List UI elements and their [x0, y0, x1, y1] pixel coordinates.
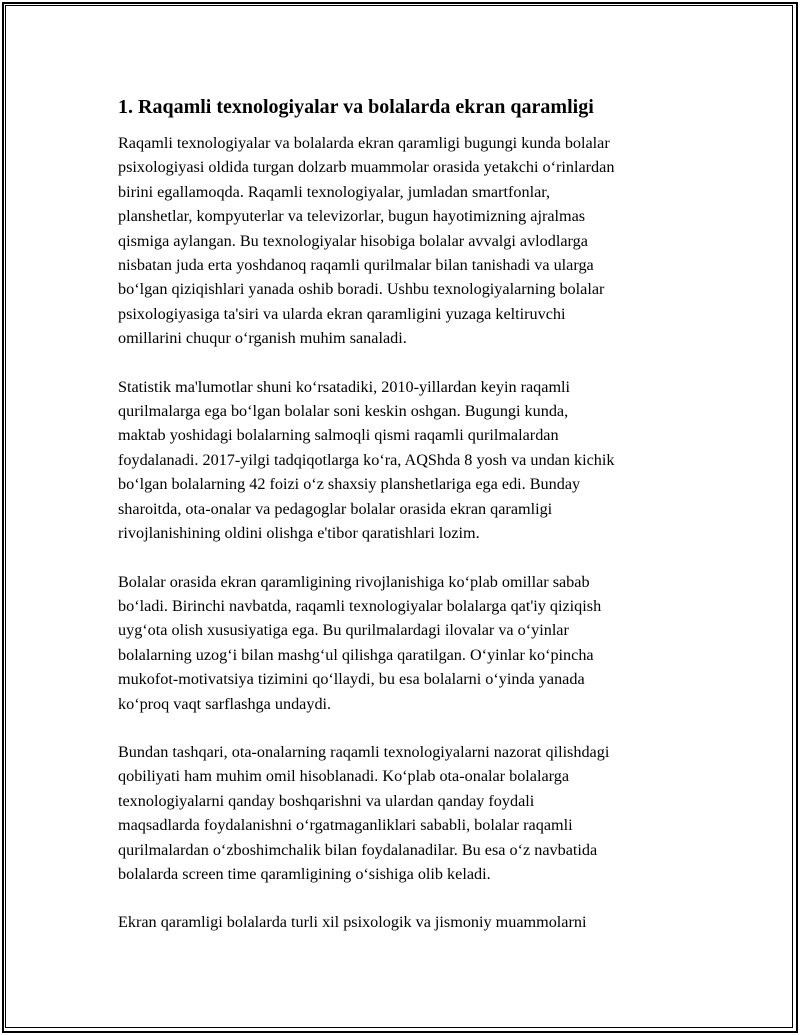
- text-line: Bundan tashqari, ota-onalarning raqamli texnologiyalarni nazorat qilishdagi: [118, 742, 610, 761]
- paragraph-4: [118, 740, 698, 886]
- text-line: bolalarda screen time qaramligining o‘sishiga olib keladi.: [118, 864, 491, 883]
- text-line: bo‘lgan bolalarning 42 foizi o‘z shaxsiy planshetlariga ega edi. Bunday: [118, 475, 581, 494]
- text-line: qismiga aylangan. Bu texnologiyalar hisobiga bolalar avvalgi avlodlarga: [118, 231, 588, 250]
- paragraph-1: [118, 131, 698, 351]
- text-line: maqsadlarda foydalanishni o‘rgatmaganliklari sababli, bolalar raqamli: [118, 816, 573, 835]
- text-line: bo‘ladi. Birinchi navbatda, raqamli texnologiyalar bolalarga qat'iy qiziqish: [118, 596, 602, 615]
- text-line: Ekran qaramligi bolalarda turli xil psixologik va jismoniy muammolarni: [118, 913, 587, 932]
- text-line: bo‘lgan qiziqishlari yanada oshib boradi. Ushbu texnologiyalarning bolalar: [118, 280, 605, 299]
- text-line: qurilmalarga ega bo‘lgan bolalar soni keskin oshgan. Bugungi kunda,: [118, 402, 569, 421]
- paragraph-5: [118, 910, 698, 934]
- text-line: foydalanadi. 2017-yilgi tadqiqotlarga ko‘ra, AQShda 8 yosh va undan kichik: [118, 450, 615, 469]
- text-line: texnologiyalarni qanday boshqarishni va ulardan qanday foydali: [118, 791, 535, 810]
- text-line: omillarini chuqur o‘rganish muhim sanaladi.: [118, 329, 407, 348]
- text-line: qurilmalardan o‘zboshimchalik bilan foydalanadilar. Bu esa o‘z navbatida: [118, 840, 598, 859]
- section-heading: 1. Raqamli texnologiyalar va bolalarda ekran qaramligi: [118, 96, 594, 118]
- text-line: bolalarning uzog‘i bilan mashg‘ul qilishga qaratilgan. O‘yinlar ko‘pincha: [118, 645, 594, 664]
- text-line: ko‘proq vaqt sarflashga undaydi.: [118, 694, 332, 713]
- text-line: maktab yoshidagi bolalarning salmoqli qismi raqamli qurilmalardan: [118, 426, 559, 445]
- text-line: psixologiyasiga ta'siri va ularda ekran qaramligini yuzaga keltiruvchi: [118, 304, 566, 323]
- text-line: planshetlar, kompyuterlar va televizorlar, bugun hayotimizning ajralmas: [118, 207, 586, 226]
- document-page: [118, 93, 698, 959]
- text-line: Bolalar orasida ekran qaramligining rivojlanishiga ko‘plab omillar sabab: [118, 572, 590, 591]
- text-line: qobiliyati ham muhim omil hisoblanadi. Ko‘plab ota-onalar bolalarga: [118, 767, 570, 786]
- paragraph-2: [118, 375, 698, 546]
- text-line: psixologiyasi oldida turgan dolzarb muammolar orasida yetakchi o‘rinlardan: [118, 158, 615, 177]
- text-line: sharoitda, ota-onalar va pedagoglar bolalar orasida ekran qaramligi: [118, 499, 553, 518]
- text-line: Raqamli texnologiyalar va bolalarda ekran qaramligi bugungi kunda bolalar: [118, 134, 610, 152]
- text-line: birini egallamoqda. Raqamli texnologiyalar, jumladan smartfonlar,: [118, 182, 551, 201]
- text-line: rivojlanishining oldini olishga e'tibor qaratishlari lozim.: [118, 524, 480, 543]
- text-line: nisbatan juda erta yoshdanoq raqamli qurilmalar bilan tanishadi va ularga: [118, 256, 594, 275]
- text-line: mukofot-motivatsiya tizimini qo‘llaydi, bu esa bolalarni o‘yinda yanada: [118, 670, 585, 689]
- paragraph-3: [118, 570, 698, 716]
- text-line: uyg‘ota olish xususiyatiga ega. Bu qurilmalardagi ilovalar va o‘yinlar: [118, 621, 569, 640]
- text-line: Statistik ma'lumotlar shuni ko‘rsatadiki, 2010-yillardan keyin raqamli: [118, 377, 571, 396]
